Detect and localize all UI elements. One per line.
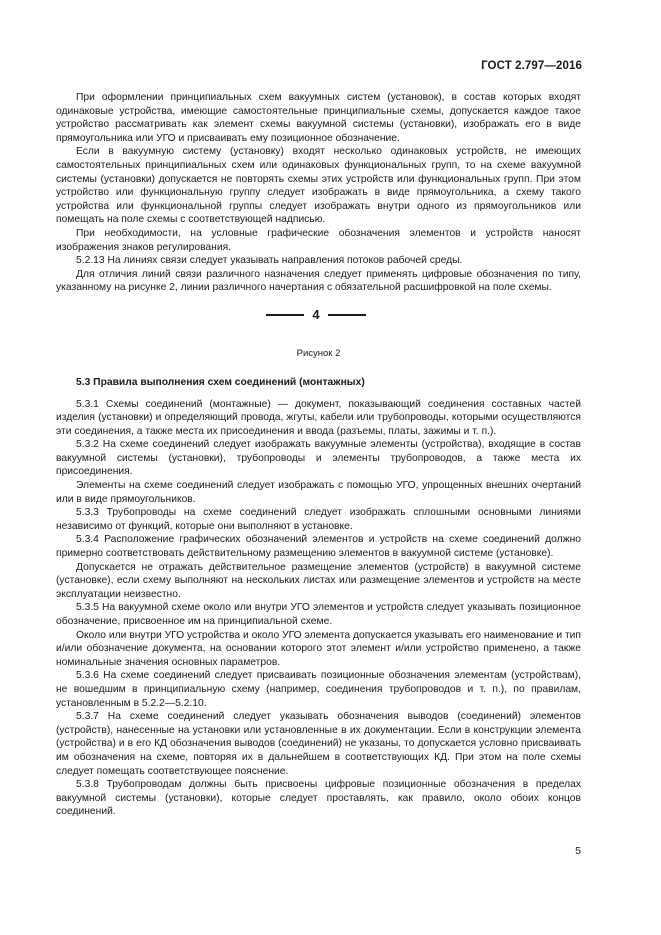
paragraph: Около или внутри УГО устройства и около УГО элемента допускается указывать его наименование и тип и/или обозначение документа, на основании которого этот элемент и/или устройство применено, а также номинальные значения основных параметров. (56, 629, 581, 668)
page-number: 5 (575, 845, 581, 857)
section-title: 5.3 Правила выполнения схем соединений (монтажных) (76, 376, 365, 388)
paragraph: 5.3.4 Расположение графических обозначений элементов и устройств на схеме соединений должно примерно соответствовать действительному размещению элементов в вакуумной системе (установке). (56, 534, 581, 560)
paragraph: 5.3.1 Схемы соединений (монтажные) — документ, показывающий соединения составных частей изделия (установки) и определяющий провода, жгуты, кабели или трубопроводы, которыми осуществляются эти соединения, а также места их присоединения и ввода (разъемы, платы, зажимы и т. п.). (56, 398, 581, 437)
paragraph: 5.3.2 На схеме соединений следует изображать вакуумные элементы (устройства), входящие в состав вакуумной системы (установки), трубопроводы и элементы трубопроводов, а также места их присоединения. (56, 439, 581, 478)
paragraph: Элементы на схеме соединений следует изображать с помощью УГО, упрощенных внешних очертаний или в виде прямоугольников. (56, 480, 581, 505)
line-designation-sample (266, 305, 366, 325)
document-code-header: ГОСТ 2.797—2016 (481, 60, 582, 72)
paragraph: 5.3.6 На схеме соединений следует присваивать позиционные обозначения элементам (устройствам), не вошедшим в принципиальную схему (например, соединения трубопроводов и т. п.), по правилам, установленным в 5.2.2—5.2.10. (56, 670, 581, 709)
paragraph: 5.3.3 Трубопроводы на схеме соединений следует изображать сплошными основными линиями независимо от функций, которые они выполняют в установке. (56, 507, 581, 532)
paragraph: 5.3.5 На вакуумной схеме около или внутри УГО элементов и устройств следует указывать позиционное обозначение, присвоенное им на принципиальной схеме. (56, 602, 581, 627)
paragraph: 5.3.7 На схеме соединений следует указывать обозначения выводов (соединений) элементов (устройств), нанесенные на установки или установленные в их документации. Если в конструкции элемента (устройства) и в его КД обозначения выводов (соединений) не указаны, то допускается условно присваивать им обозначения на схеме, повторяя их в дальнейшем в соответствующих КД. При этом на поле схемы следует помещать соответствующее пояснение. (56, 711, 581, 777)
line-number-label: 4 (312, 307, 320, 323)
figure-2 (56, 295, 581, 373)
paragraph: Для отличия линий связи различного назначения следует применять цифровые обозначения по типу, указанному на рисунке 2, линии различного начертания с обязательной расшифровкой на поле схемы. (56, 268, 581, 294)
body-text (56, 91, 581, 819)
line-segment-left (266, 314, 304, 316)
paragraph: 5.2.13 На линиях связи следует указывать направления потоков рабочей среды. (76, 255, 463, 267)
line-segment-right (328, 314, 366, 316)
figure-caption: Рисунок 2 (296, 347, 341, 359)
paragraph: При оформлении принципиальных схем вакуумных систем (установок), в состав которых входят одинаковые устройства, имеющие самостоятельные принципиальные схемы, допускается каждое такое устройство рассматривать как элемент схемы вакуумной системы (установки), изображать его в виде прямоугольника или УГО и присваивать ему позиционное обозначение. (56, 92, 581, 144)
paragraph: Допускается не отражать действительное размещение элементов (устройств) в вакуумной системе (установке), если схему выполняют на нескольких листах или размещение элементов и устройств на месте эксплуатации неизвестно. (56, 561, 581, 600)
paragraph: Если в вакуумную систему (установку) входят несколько одинаковых устройств, не имеющих самостоятельных принципиальных схем или одинаковых функциональных групп, то на схеме вакуумной системы (установки) допускается не повторять схемы этих устройств или функциональных групп. При этом устройство или функциональную группу следует изображать в виде прямоугольника, а схему такого устройства или функциональной группы следует изображать внутри одного из прямоугольников или помещать на поле схемы с соответствующей надписью. (56, 146, 581, 226)
paragraph: При необходимости, на условные графические обозначения элементов и устройств наносят изображения знаков регулирования. (56, 227, 581, 253)
paragraph: 5.3.8 Трубопроводам должны быть присвоены цифровые позиционные обозначения в пределах вакуумной системы (установки), которые следует проставлять, как правило, около обоих концов соединений. (56, 779, 581, 818)
